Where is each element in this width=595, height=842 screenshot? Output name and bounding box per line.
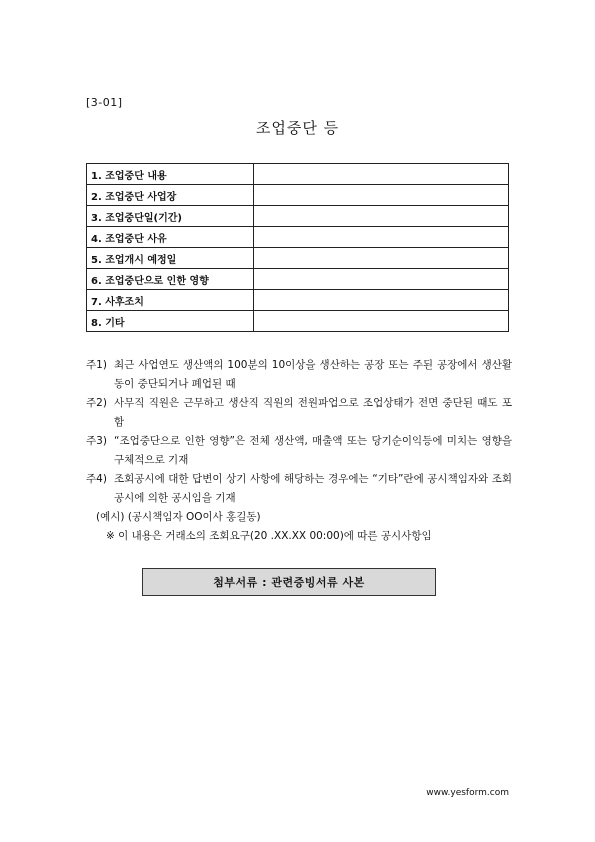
- row-label: 6. 조업중단으로 인한 영향: [87, 269, 254, 290]
- row-label: 4. 조업중단 사유: [87, 227, 254, 248]
- attachment-label: 첨부서류 : 관련증빙서류 사본: [213, 576, 365, 589]
- note-mark: 주1): [86, 359, 107, 371]
- note-item: [86, 470, 512, 508]
- row-value-cell[interactable]: [254, 164, 509, 185]
- note-item: [86, 356, 512, 394]
- footer-url: www.yesform.com: [426, 788, 509, 798]
- table-row: [87, 311, 509, 332]
- form-code: [3-01]: [86, 96, 123, 109]
- table-row: [87, 185, 509, 206]
- attachment-box: [142, 568, 436, 596]
- note-text: 조회공시에 대한 답변이 상기 사항에 해당하는 경우에는 “기타”란에 공시책임자와 조회공시에 의한 공시임을 기재: [114, 473, 512, 504]
- row-value-cell[interactable]: [254, 206, 509, 227]
- note-item: [86, 394, 512, 432]
- table-row: [87, 206, 509, 227]
- row-label: 5. 조업개시 예정일: [87, 248, 254, 269]
- page-title: 조업중단 등: [255, 119, 340, 137]
- row-label: 3. 조업중단일(기간): [87, 206, 254, 227]
- row-value-cell[interactable]: [254, 185, 509, 206]
- row-label: 2. 조업중단 사업장: [87, 185, 254, 206]
- note-item: [86, 432, 512, 470]
- remark-text: ※ 이 내용은 거래소의 조회요구(20 .XX.XX 00:00)에 따른 공시사항임: [106, 530, 432, 542]
- row-value-cell[interactable]: [254, 311, 509, 332]
- table-row: [87, 290, 509, 311]
- note-mark: 주3): [86, 435, 107, 447]
- row-value-cell[interactable]: [254, 227, 509, 248]
- table-row: [87, 227, 509, 248]
- example-text: (예시) (공시책임자 OO이사 홍길동): [96, 511, 261, 523]
- row-value-cell[interactable]: [254, 290, 509, 311]
- row-label: 1. 조업중단 내용: [87, 164, 254, 185]
- notes-section: [86, 356, 512, 546]
- note-text: 최근 사업연도 생산액의 100분의 10이상을 생산하는 공장 또는 주된 공장에서 생산활동이 중단되거나 폐업된 때: [114, 359, 512, 390]
- note-mark: 주4): [86, 473, 107, 485]
- row-value-cell[interactable]: [254, 248, 509, 269]
- table-row: [87, 248, 509, 269]
- table-row: [87, 164, 509, 185]
- note-mark: 주2): [86, 397, 107, 409]
- table-row: [87, 269, 509, 290]
- row-label: 7. 사후조치: [87, 290, 254, 311]
- note-text: 사무직 직원은 근무하고 생산직 직원의 전원파업으로 조업상태가 전면 중단된 때도 포함: [114, 397, 512, 428]
- row-value-cell[interactable]: [254, 269, 509, 290]
- disclosure-table: [86, 163, 509, 332]
- note-text: “조업중단으로 인한 영향”은 전체 생산액, 매출액 또는 당기순이익등에 미치는 영향을 구체적으로 기재: [114, 435, 512, 466]
- row-label: 8. 기타: [87, 311, 254, 332]
